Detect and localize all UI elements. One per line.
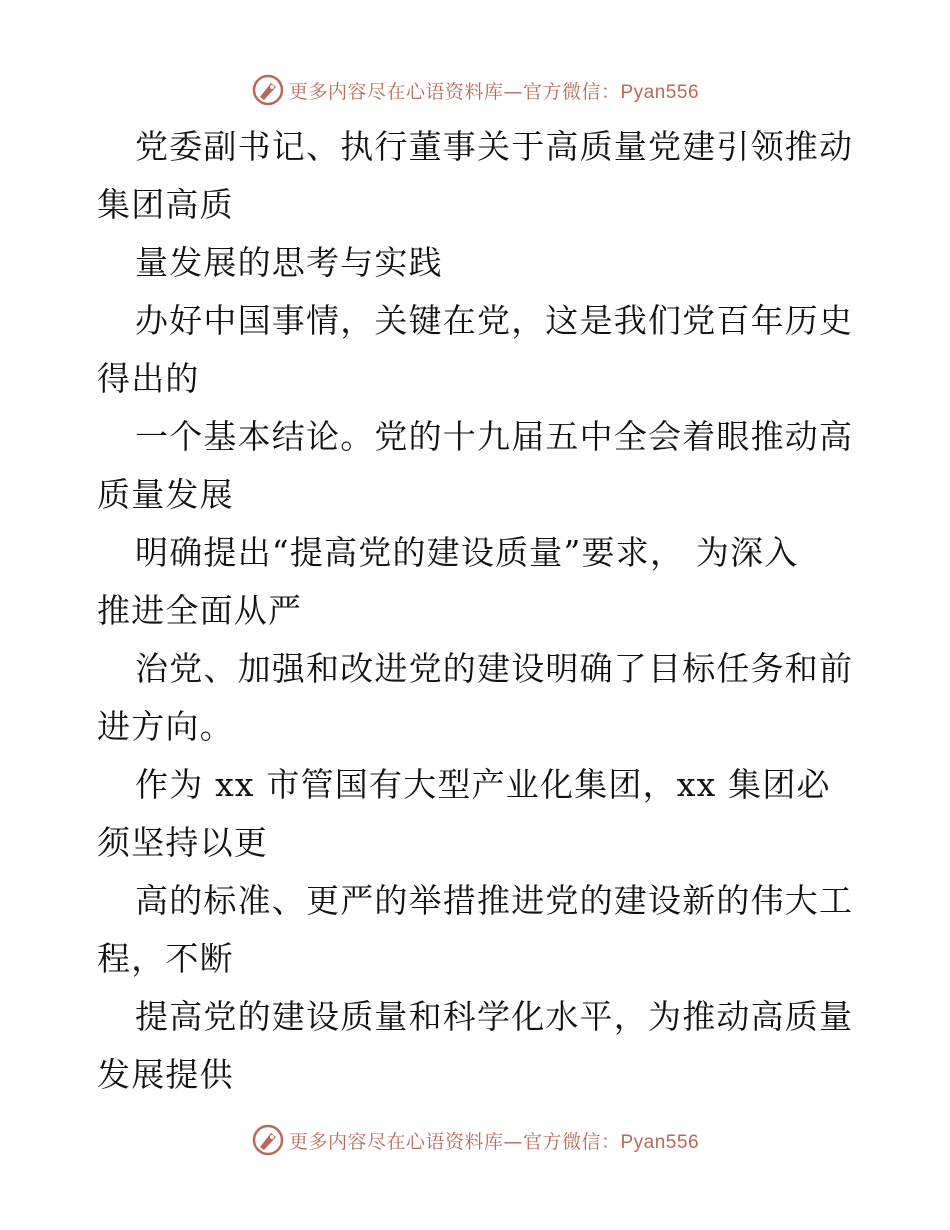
watermark-text <box>289 77 699 104</box>
document-line: 明确提出“提高党的建设质量”要求， 为深入 <box>135 533 799 572</box>
document-line: 量发展的思考与实践 <box>135 243 443 282</box>
document-line: 作为 xx 市管国有大型产业化集团，xx 集团必 <box>135 765 831 804</box>
watermark-id: Pyan556 <box>620 1131 700 1153</box>
document-line: 高的标准、更严的举措推进党的建设新的伟大工 <box>135 881 854 920</box>
footer-watermark <box>0 1120 950 1160</box>
watermark-separator: — <box>503 80 523 103</box>
header-watermark <box>0 70 950 110</box>
document-body <box>97 118 857 1104</box>
document-line: 质量发展 <box>97 475 234 514</box>
document-line: 须坚持以更 <box>97 823 268 862</box>
document-line: 一个基本结论。党的十九届五中全会着眼推动高 <box>135 417 854 456</box>
document-line: 得出的 <box>97 359 200 398</box>
document-line: 发展提供 <box>97 1055 234 1094</box>
watermark-text <box>289 1127 699 1154</box>
document-line: 党委副书记、执行董事关于高质量党建引领推动 <box>135 127 854 166</box>
document-line: 治党、加强和改进党的建设明确了目标任务和前 <box>135 649 854 688</box>
watermark-site: 更多内容尽在心语资料库 <box>288 1130 504 1153</box>
watermark-site: 更多内容尽在心语资料库 <box>288 80 504 103</box>
watermark-suffix: 官方微信： <box>522 80 621 103</box>
document-line: 推进全面从严 <box>97 591 303 630</box>
pen-nib-logo-icon <box>251 73 285 107</box>
document-line: 程，不断 <box>97 939 234 978</box>
document-line: 进方向。 <box>97 707 234 746</box>
watermark-separator: — <box>503 1130 523 1153</box>
document-line: 办好中国事情，关键在党，这是我们党百年历史 <box>135 301 854 340</box>
document-line: 集团高质 <box>97 185 234 224</box>
document-line: 提高党的建设质量和科学化水平，为推动高质量 <box>135 997 854 1036</box>
watermark-suffix: 官方微信： <box>522 1130 621 1153</box>
pen-nib-logo-icon <box>251 1123 285 1157</box>
watermark-id: Pyan556 <box>620 81 700 103</box>
